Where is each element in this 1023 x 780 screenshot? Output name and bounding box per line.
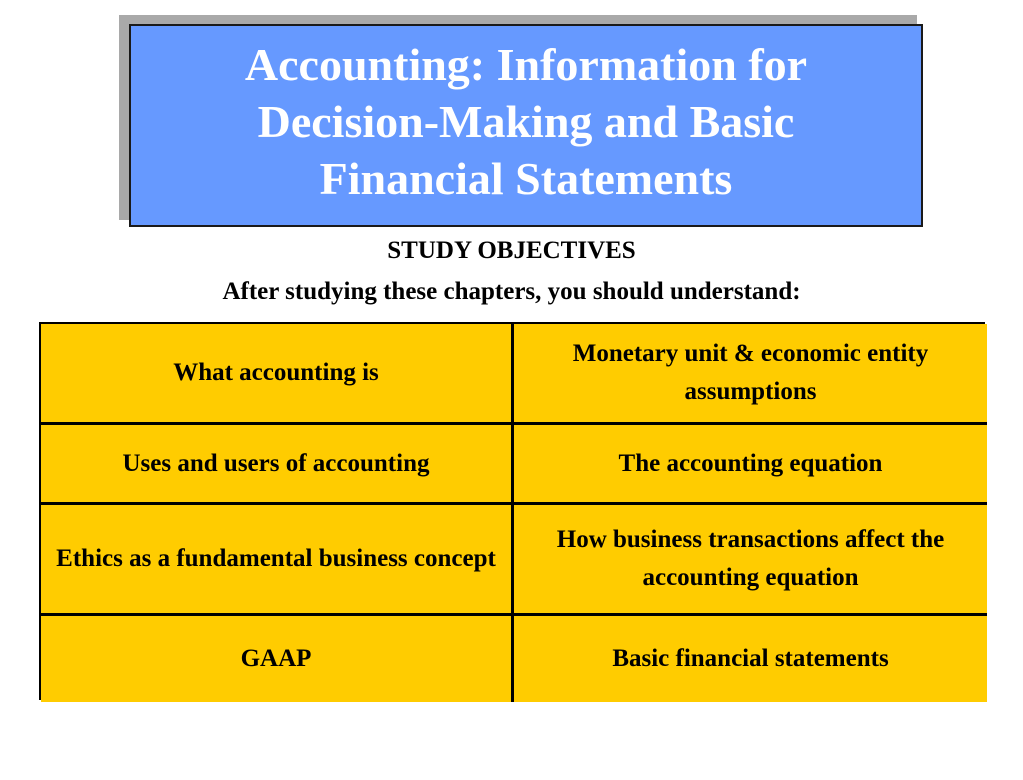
objective-cell: The accounting equation	[514, 425, 987, 505]
objective-cell: Uses and users of accounting	[41, 425, 514, 505]
objective-cell: Ethics as a fundamental business concept	[41, 505, 514, 616]
objective-cell: How business transactions affect the accounting equation	[514, 505, 987, 616]
title-box	[129, 24, 923, 227]
objective-cell: Basic financial statements	[514, 616, 987, 702]
objective-cell: What accounting is	[41, 324, 514, 425]
page-title: Accounting: Information for Decision-Making and Basic Financial Statements	[244, 39, 808, 204]
study-objectives-heading: STUDY OBJECTIVES	[387, 237, 636, 264]
study-objectives-intro: After studying these chapters, you should understand:	[222, 278, 801, 305]
objective-cell: GAAP	[41, 616, 514, 702]
objectives-table	[39, 322, 985, 700]
objective-cell: Monetary unit & economic entity assumptions	[514, 324, 987, 425]
